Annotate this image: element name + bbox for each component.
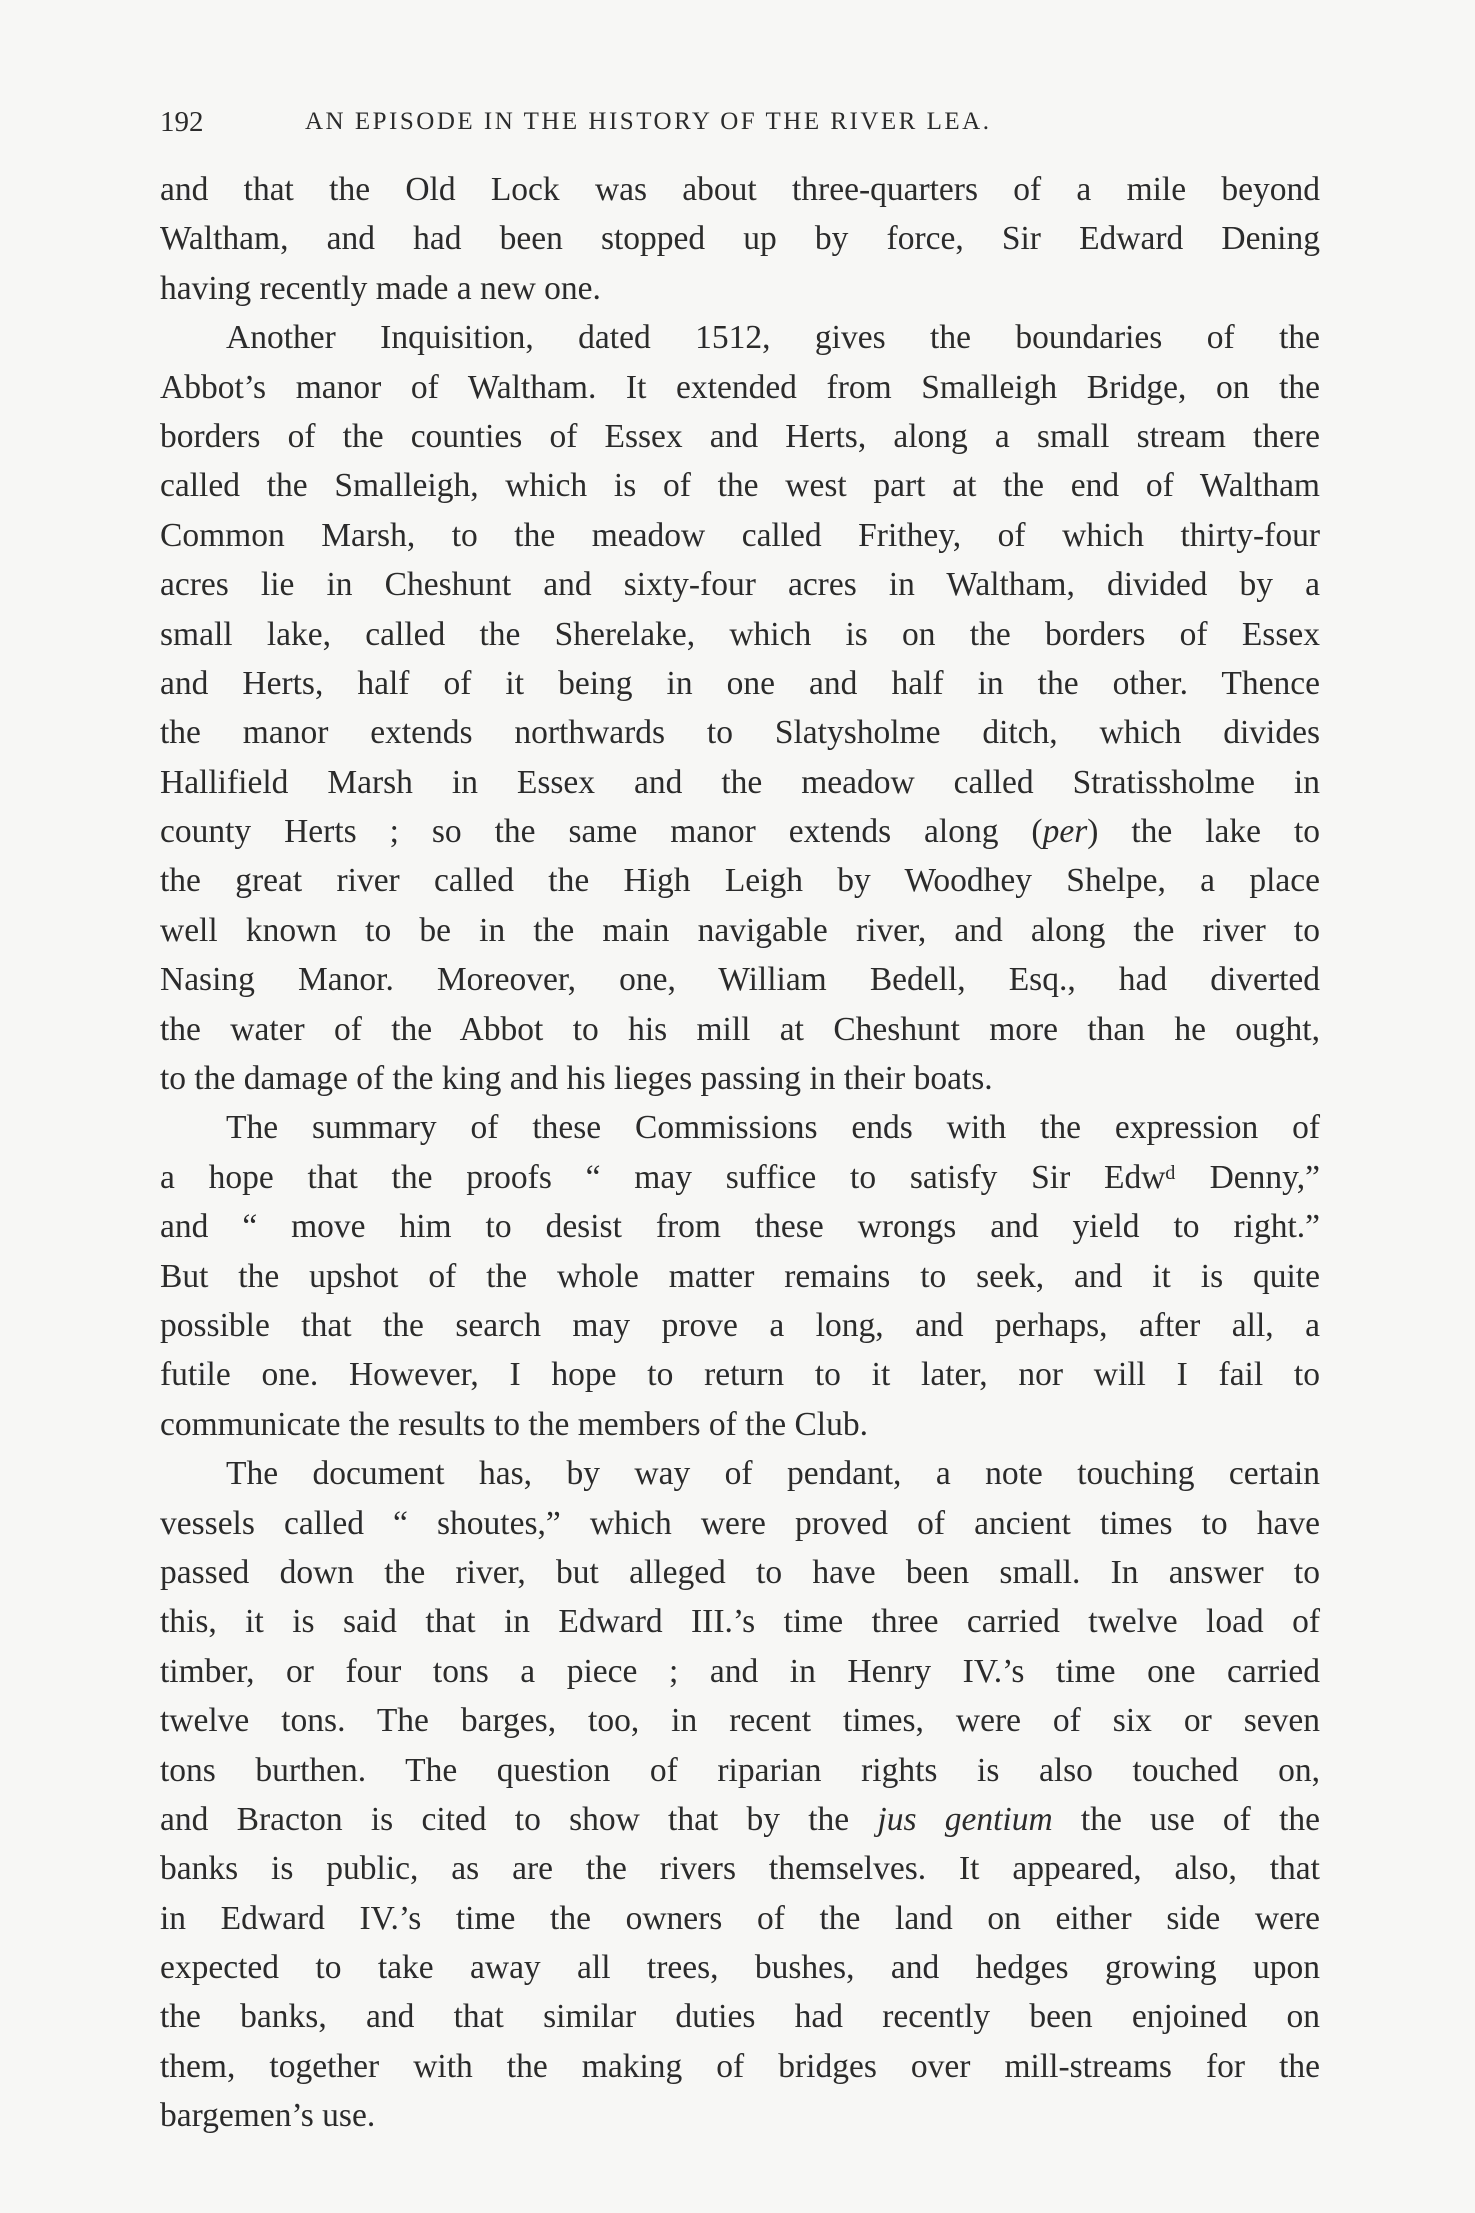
text-line: called the Smalleigh, which is of the west part at the end of Waltham (160, 467, 1320, 505)
text-line: Common Marsh, to the meadow called Frithey, of which thirty-four (160, 516, 1320, 554)
body-text (160, 165, 1320, 2141)
text-line: Abbot’s manor of Waltham. It extended from Smalleigh Bridge, on the (160, 368, 1320, 406)
text-line: small lake, called the Sherelake, which is on the borders of Essex (160, 615, 1320, 653)
text-line: acres lie in Cheshunt and sixty-four acres in Waltham, divided by a (160, 566, 1320, 604)
text-line: bargemen’s use. (160, 2097, 376, 2135)
text-line: them, together with the making of bridges over mill-streams for the (160, 2047, 1320, 2085)
italic-term: per (1042, 813, 1088, 851)
text-line: The summary of these Commissions ends with the expression of (226, 1109, 1320, 1147)
text-line: in Edward IV.’s time the owners of the land on either side were (160, 1899, 1320, 1937)
text-line: communicate the results to the members of the Club. (160, 1405, 868, 1443)
text-line: futile one. However, I hope to return to it later, nor will I fail to (160, 1356, 1320, 1394)
text-line: and “ move him to desist from these wrongs and yield to right.” (160, 1208, 1320, 1246)
text-line: vessels called “ shoutes,” which were proved of ancient times to have (160, 1504, 1320, 1542)
text-line: the water of the Abbot to his mill at Cheshunt more than he ought, (160, 1010, 1320, 1048)
text-line: to the damage of the king and his lieges passing in their boats. (160, 1060, 993, 1098)
text-line: the banks, and that similar duties had recently been enjoined on (160, 1998, 1320, 2036)
page-number: 192 (160, 106, 204, 138)
text-line: expected to take away all trees, bushes, and hedges growing upon (160, 1949, 1320, 1987)
text-line: Another Inquisition, dated 1512, gives the boundaries of the (226, 319, 1320, 357)
text-line: banks is public, as are the rivers themselves. It appeared, also, that (160, 1850, 1320, 1888)
text-line: and Bracton is cited to show that by the jus gentium the use of the (160, 1800, 1320, 1838)
text-line: well known to be in the main navigable river, and along the river to (160, 911, 1320, 949)
text-line: The document has, by way of pendant, a note touching certain (226, 1455, 1320, 1493)
text-line: twelve tons. The barges, too, in recent times, were of six or seven (160, 1702, 1320, 1740)
text-line: the manor extends northwards to Slatysholme ditch, which divides (160, 714, 1320, 752)
text-line: possible that the search may prove a long, and perhaps, after all, a (160, 1306, 1320, 1344)
text-line: Waltham, and had been stopped up by force, Sir Edward Dening (160, 220, 1320, 258)
text-line: But the upshot of the whole matter remains to seek, and it is quite (160, 1257, 1320, 1295)
italic-term: jus gentium (877, 1800, 1053, 1838)
text-line: timber, or four tons a piece ; and in Henry IV.’s time one carried (160, 1652, 1320, 1690)
text-line: tons burthen. The question of riparian rights is also touched on, (160, 1751, 1320, 1789)
running-head (160, 102, 1320, 142)
text-line: a hope that the proofs “ may suffice to satisfy Sir Edwᵈ Denny,” (160, 1158, 1320, 1196)
text-line: Nasing Manor. Moreover, one, William Bedell, Esq., had diverted (160, 961, 1320, 999)
text-line: borders of the counties of Essex and Herts, along a small stream there (160, 417, 1320, 455)
text-line: this, it is said that in Edward III.’s time three carried twelve load of (160, 1603, 1320, 1641)
text-line: having recently made a new one. (160, 269, 601, 307)
text-line: passed down the river, but alleged to have been small. In answer to (160, 1553, 1320, 1591)
text-line: and Herts, half of it being in one and half in the other. Thence (160, 664, 1320, 702)
text-line: and that the Old Lock was about three-quarters of a mile beyond (160, 171, 1320, 208)
text-line: the great river called the High Leigh by Woodhey Shelpe, a place (160, 862, 1320, 900)
running-title: AN EPISODE IN THE HISTORY OF THE RIVER LEA. (305, 108, 992, 135)
text-line: county Herts ; so the same manor extends along (per) the lake to (160, 813, 1320, 851)
text-line: Hallifield Marsh in Essex and the meadow called Stratissholme in (160, 763, 1320, 801)
